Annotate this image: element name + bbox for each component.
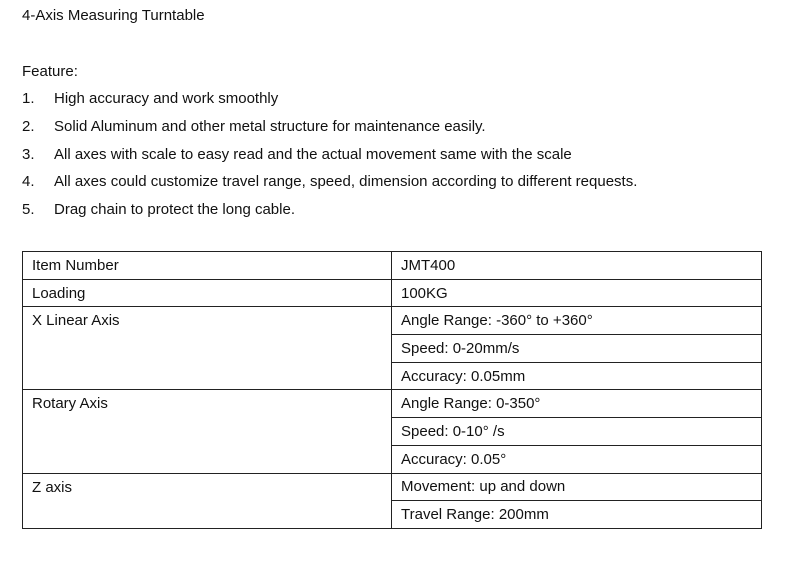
- feature-number: 4.: [22, 173, 35, 191]
- spec-label: X Linear Axis: [23, 307, 392, 390]
- table-row: [23, 390, 762, 418]
- feature-item: [22, 146, 637, 174]
- feature-text: High accuracy and work smoothly: [54, 90, 279, 107]
- spec-value: JMT400: [392, 252, 762, 280]
- spec-table: [22, 251, 762, 529]
- spec-value: Accuracy: 0.05°: [392, 445, 762, 473]
- feature-number: 1.: [22, 90, 35, 107]
- spec-label: Rotary Axis: [23, 390, 392, 473]
- spec-label: Item Number: [23, 252, 392, 280]
- feature-text: Drag chain to protect the long cable.: [54, 201, 295, 219]
- feature-item: [22, 118, 637, 146]
- feature-text: Solid Aluminum and other metal structure for maintenance easily.: [54, 117, 486, 135]
- feature-text: All axes could customize travel range, speed, dimension according to different requests.: [54, 173, 638, 191]
- spec-value: 100KG: [392, 279, 762, 307]
- spec-label: Z axis: [23, 473, 392, 528]
- table-row: [23, 307, 762, 335]
- spec-value: Travel Range: 200mm: [392, 501, 762, 529]
- feature-item: [22, 90, 637, 118]
- feature-number: 5.: [22, 201, 35, 219]
- spec-value: Speed: 0-20mm/s: [392, 335, 762, 363]
- spec-value: Movement: up and down: [392, 473, 762, 501]
- spec-value: Speed: 0-10° /s: [392, 418, 762, 446]
- table-row: [23, 252, 762, 280]
- spec-label: Loading: [23, 279, 392, 307]
- table-row: [23, 473, 762, 501]
- feature-number: 3.: [22, 145, 35, 163]
- spec-value: Angle Range: -360° to +360°: [392, 307, 762, 335]
- feature-heading: Feature:: [22, 63, 78, 80]
- document-title: 4-Axis Measuring Turntable: [22, 7, 205, 24]
- feature-item: [22, 201, 637, 229]
- feature-number: 2.: [22, 117, 35, 135]
- table-row: [23, 279, 762, 307]
- spec-value: Angle Range: 0-350°: [392, 390, 762, 418]
- feature-text: All axes with scale to easy read and the actual movement same with the scale: [54, 145, 572, 163]
- feature-list: [22, 90, 637, 229]
- spec-value: Accuracy: 0.05mm: [392, 362, 762, 390]
- feature-item: [22, 173, 637, 201]
